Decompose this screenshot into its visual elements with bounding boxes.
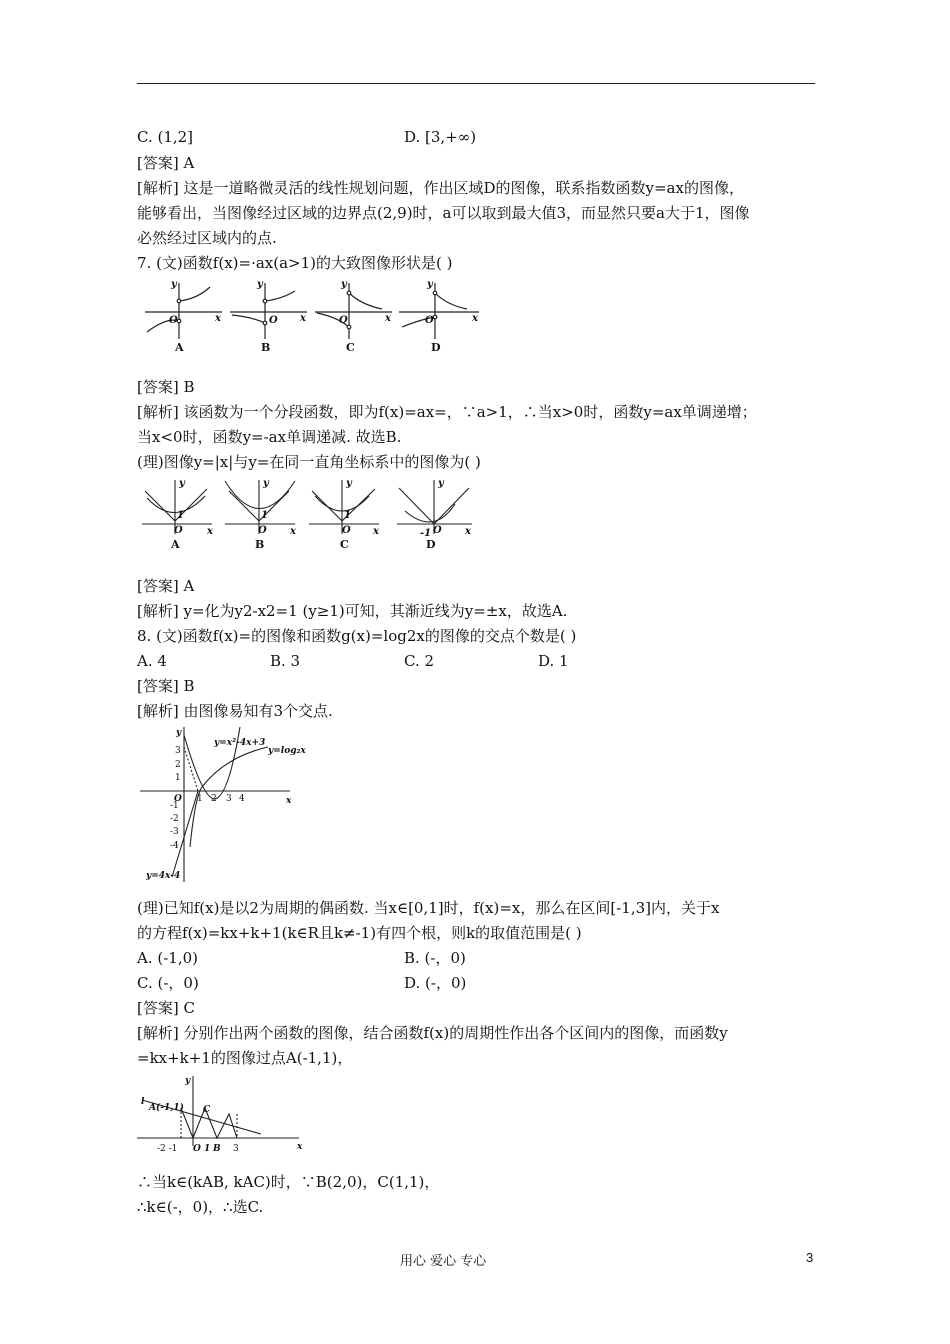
answer-line: [答案] A xyxy=(137,577,195,595)
analysis-line: [解析] 该函数为一个分段函数，即为f(x)=ax=，∵a>1，∴当x>0时，函数y=ax单调递增； xyxy=(137,403,757,421)
y-tick: -3 xyxy=(170,827,179,837)
y-tick: -4 xyxy=(170,841,179,851)
tick-one: 1 xyxy=(177,510,184,521)
origin-label: O xyxy=(425,315,434,326)
y-tick: -1 xyxy=(170,801,179,811)
axis-label-x: x xyxy=(300,313,306,324)
answer-line: [答案] B xyxy=(137,378,195,396)
option-b: B. 3 xyxy=(270,652,301,670)
graph-label-a: A xyxy=(171,538,180,551)
analysis-line: 能够看出，当图像经过区域的边界点(2,9)时，a可以取到最大值3，而显然只要a大于1，图像 xyxy=(137,204,750,222)
axis-label-x: x xyxy=(465,526,471,537)
graph-b xyxy=(230,283,307,339)
axis-label-x: x xyxy=(472,313,478,324)
curve-label-line: y=4x-4 xyxy=(146,871,181,881)
option-b: B. (-，0) xyxy=(404,949,466,967)
question-8-li: 的方程f(x)=kx+k+1(k∈R且k≠-1)有四个根，则k的取值范围是( ) xyxy=(137,924,582,942)
graph-label-a: A xyxy=(175,341,184,354)
analysis-line: 当x<0时，函数y=-ax单调递减. 故选B. xyxy=(137,428,402,446)
axis-label-y: y xyxy=(185,1076,191,1086)
axis-label-x: x xyxy=(385,313,391,324)
figure-q7-graphs xyxy=(137,277,487,357)
figure-q7b-graphs xyxy=(137,476,482,556)
graph-label-b: B xyxy=(261,341,271,354)
tick-one: 1 xyxy=(261,510,268,521)
origin-label: O xyxy=(169,315,178,326)
origin-label: O xyxy=(258,525,267,536)
origin-label: O xyxy=(342,525,351,536)
origin-label: O xyxy=(433,525,442,536)
axis-label-y: y xyxy=(263,478,269,489)
x-tick: 3 xyxy=(226,794,232,804)
origin-label: O 1 xyxy=(193,1144,211,1154)
graph-c xyxy=(315,283,392,339)
option-a: A. 4 xyxy=(137,652,167,670)
axis-label-y: y xyxy=(341,279,347,290)
axis-label-y: y xyxy=(427,279,433,290)
origin-label: O xyxy=(339,315,348,326)
figure-q8-plot xyxy=(140,727,305,882)
axis-label-y: y xyxy=(179,478,185,489)
analysis-line: =kx+k+1的图像过点A(-1,1)， xyxy=(137,1049,353,1067)
x-tick-three: 3 xyxy=(233,1144,239,1154)
y-tick: 2 xyxy=(175,760,181,770)
axis-label-y: y xyxy=(346,478,352,489)
conclusion-line: ∴k∈(-，0)，∴选C. xyxy=(137,1198,264,1216)
option-c: C. (1,2] xyxy=(137,128,194,146)
question-7: 7. (文)函数f(x)=·ax(a>1)的大致图像形状是( ) xyxy=(137,254,453,272)
page-number: 3 xyxy=(806,1250,814,1265)
axis-label-y: y xyxy=(438,478,444,489)
question-8-li: (理)已知f(x)是以2为周期的偶函数. 当x∈[0,1]时，f(x)=x，那么在区间[-1,3]内，关于x xyxy=(137,899,720,917)
analysis-line: [解析] 由图像易知有3个交点. xyxy=(137,702,333,720)
curve-label-parabola: y=x²-4x+3 xyxy=(214,738,266,748)
header-rule xyxy=(137,83,815,84)
analysis-line: [解析] 分别作出两个函数的图像，结合函数f(x)的周期性作出各个区间内的图像，而函数y xyxy=(137,1024,728,1042)
option-d: D. (-，0) xyxy=(404,974,467,992)
x-tick-neg: -2 -1 xyxy=(157,1144,178,1154)
figure-q8b-plot xyxy=(137,1074,312,1154)
x-tick: 4 xyxy=(239,794,245,804)
answer-line: [答案] C xyxy=(137,999,195,1017)
y-tick: 3 xyxy=(175,746,181,756)
option-d: D. 1 xyxy=(538,652,569,670)
axis-label-y: y xyxy=(257,279,263,290)
analysis-line: 必然经过区域内的点. xyxy=(137,229,277,247)
axis-label-x: x xyxy=(297,1142,303,1152)
question-7-li: (理)图像y=|x|与y=在同一直角坐标系中的图像为( ) xyxy=(137,453,481,471)
graph-a xyxy=(145,283,222,339)
line-label-l: l xyxy=(141,1097,145,1107)
x-tick: 1 xyxy=(197,794,203,804)
analysis-line: [解析] 这是一道略微灵活的线性规划问题，作出区域D的图像，联系指数函数y=ax的图像， xyxy=(137,179,744,197)
conclusion-line: ∴当k∈(kAB, kAC)时，∵B(2,0)，C(1,1)， xyxy=(137,1173,440,1191)
axis-label-x: x xyxy=(207,526,213,537)
point-a-label: A(-1,1) xyxy=(149,1103,184,1113)
graph-label-d: D xyxy=(426,538,436,551)
x-tick: 2 xyxy=(211,794,217,804)
graph-label-c: C xyxy=(340,538,349,551)
option-c: C. (-，0) xyxy=(137,974,199,992)
origin-label: O xyxy=(269,315,278,326)
point-c-label: C xyxy=(203,1105,211,1115)
axis-label-x: x xyxy=(286,796,292,806)
point-b-label: B xyxy=(213,1144,221,1154)
option-a: A. (-1,0) xyxy=(137,949,198,967)
question-8: 8. (文)函数f(x)=的图像和函数g(x)=log2x的图像的交点个数是( ) xyxy=(137,627,577,645)
graph-label-c: C xyxy=(346,341,355,354)
option-d: D. [3,+∞) xyxy=(404,128,477,146)
analysis-line: [解析] y=化为y2-x2=1 (y≥1)可知，其渐近线为y=±x，故选A. xyxy=(137,602,568,620)
axis-label-x: x xyxy=(290,526,296,537)
origin-label: O xyxy=(174,525,183,536)
page-footer: 用心 爱心 专心 xyxy=(400,1254,487,1269)
graph-label-d: D xyxy=(431,341,441,354)
axis-label-y: y xyxy=(176,728,182,738)
answer-line: [答案] B xyxy=(137,677,195,695)
graph-label-b: B xyxy=(255,538,265,551)
curve-label-log: y=log₂x xyxy=(268,746,306,756)
tick-one: 1 xyxy=(344,510,351,521)
option-c: C. 2 xyxy=(404,652,435,670)
axis-label-y: y xyxy=(171,279,177,290)
axis-label-x: x xyxy=(373,526,379,537)
origin-label: O xyxy=(174,794,182,804)
tick-neg-one: -1 xyxy=(420,528,432,539)
graph-d xyxy=(399,283,479,339)
y-tick: -2 xyxy=(170,814,179,824)
answer-line: [答案] A xyxy=(137,154,195,172)
axis-label-x: x xyxy=(215,313,221,324)
y-tick: 1 xyxy=(175,773,181,783)
